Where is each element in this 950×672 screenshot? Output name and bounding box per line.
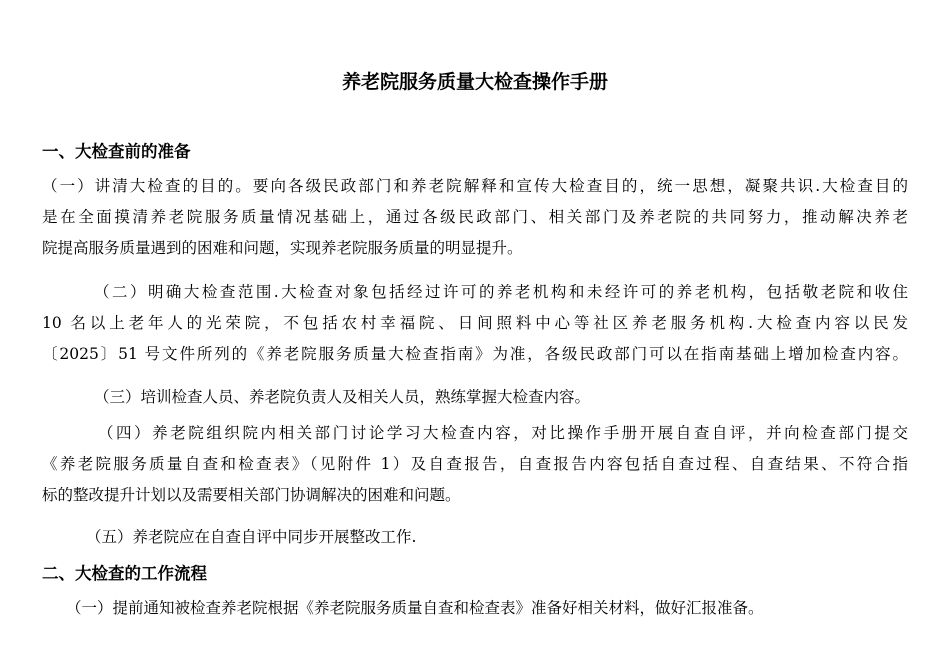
paragraph-purpose (42, 171, 908, 264)
paragraph-scope (42, 277, 908, 370)
paragraph-line: 标的整改提升计划以及需要相关部门协调解决的困难和问题。 (42, 486, 461, 504)
section-heading-workflow: 二、大检查的工作流程 (42, 564, 207, 583)
section-heading-preparation: 一、大检查前的准备 (42, 142, 191, 161)
paragraph-notify (42, 593, 908, 624)
paragraph-line: 《养老院服务质量自查和检查表》（见附件 1）及自查报告，自查报告内容包括自查过程、自查结果、不符合指 (42, 455, 908, 473)
paragraph-line: 院提高服务质量遇到的困难和问题，实现养老院服务质量的明显提升。 (42, 239, 523, 257)
paragraph-line: （三）培训检查人员、养老院负责人及相关人员，熟练掌握大检查内容。 (94, 388, 591, 406)
paragraph-line: （一）讲清大检查的目的。要向各级民政部门和养老院解释和宣传大检查目的，统一思想，凝聚共识.大检查目的 (42, 177, 908, 195)
paragraph-training (42, 382, 908, 413)
paragraph-line: 〔2025〕51 号文件所列的《养老院服务质量大检查指南》为准，各级民政部门可以在指南基础上增加检查内容。 (42, 345, 908, 363)
document-title: 养老院服务质量大检查操作手册 (341, 71, 608, 93)
paragraph-line: 10 名以上老年人的光荣院，不包括农村幸福院、日间照料中心等社区养老服务机构.大检查内容以民发 (42, 314, 908, 332)
paragraph-line: （二）明确大检查范围.大检查对象包括经过许可的养老机构和未经许可的养老机构，包括敬老院和收住 (94, 283, 908, 301)
paragraph-rectification (42, 522, 908, 553)
paragraph-line: 是在全面摸清养老院服务质量情况基础上，通过各级民政部门、相关部门及养老院的共同努力，推动解决养老 (42, 208, 908, 226)
paragraph-line: （五）养老院应在自查自评中同步开展整改工作. (86, 528, 417, 546)
paragraph-self-check (42, 418, 908, 511)
paragraph-line: （一）提前通知被检查养老院根据《养老院服务质量自查和检查表》准备好相关材料，做好汇报准备。 (66, 599, 764, 617)
paragraph-line: （四）养老院组织院内相关部门讨论学习大检查内容，对比操作手册开展自查自评，并向检查部门提交 (98, 424, 908, 442)
